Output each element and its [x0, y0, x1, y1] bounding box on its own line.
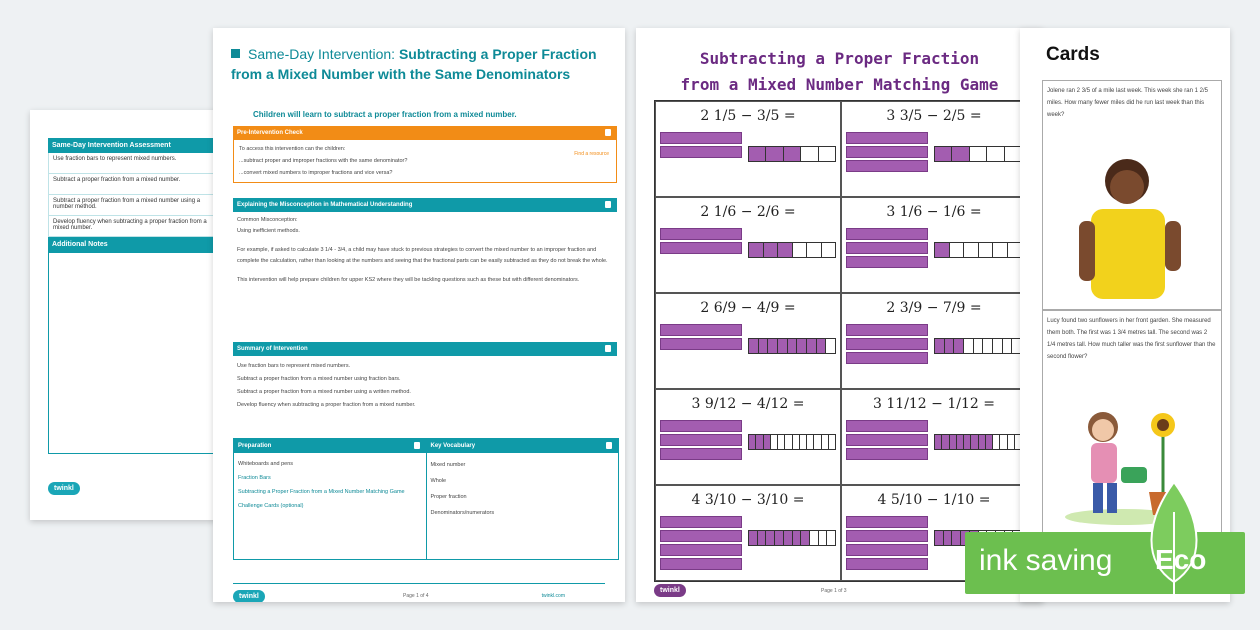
assessment-page [30, 110, 230, 520]
title-main: Subtracting a Proper Fraction from a Mixed Number with the Same Denominators [231, 46, 597, 82]
matching-game-page [636, 28, 1043, 602]
strip-segment [952, 531, 961, 545]
preparation-link[interactable]: Subtracting a Proper Fraction from a Mixed Number Matching Game [238, 489, 405, 495]
strip-segment [1000, 435, 1007, 449]
strip-segment [935, 339, 945, 353]
matching-card[interactable] [841, 101, 1027, 197]
strip-segment [950, 243, 965, 257]
strip-segment [749, 147, 766, 161]
strip-segment [749, 531, 758, 545]
card-problem-text: Lucy found two sunflowers in her front garden. She measured them both. The first was 1 3/4 metres tall. The second was 2 1/4 metres tall. How much taller was the first sunflower than the second flower? [1047, 318, 1216, 360]
strip-segment [778, 435, 785, 449]
card-expression: 3 11/12 − 1/12 = [873, 396, 995, 412]
whole-fraction-bar [846, 146, 928, 158]
matching-card[interactable] [841, 389, 1027, 485]
strip-segment [764, 243, 779, 257]
whole-fraction-bar [846, 448, 928, 460]
card-expression: 3 9/12 − 4/12 = [691, 396, 805, 412]
notes-box [48, 252, 218, 454]
strip-segment [957, 435, 964, 449]
strip-segment [797, 339, 807, 353]
misconception-line: Common Misconception: [237, 217, 298, 223]
whole-fraction-bar [846, 256, 928, 268]
strip-segment [952, 147, 969, 161]
plan-footer-url[interactable]: twinkl.com [541, 593, 565, 599]
strip-segment [807, 339, 817, 353]
whole-fraction-bar [846, 558, 928, 570]
strip-segment [819, 531, 828, 545]
assessment-row: Use fraction bars to represent mixed numbers. [48, 153, 218, 174]
card-expression: 4 5/10 − 1/10 = [877, 492, 991, 508]
twinkl-logo: twinkl [48, 482, 80, 495]
strip-segment [993, 243, 1008, 257]
title-prefix: Same-Day Intervention: [248, 46, 396, 62]
intervention-plan-page [213, 28, 625, 602]
summary-item: Subtract a proper fraction from a mixed number using a written method. [237, 389, 411, 395]
misconception-text [233, 212, 617, 289]
strip-segment [827, 531, 835, 545]
strip-segment [785, 435, 792, 449]
strip-segment [954, 339, 964, 353]
twinkl-logo: twinkl [654, 584, 686, 597]
ink-saving-eco-badge [965, 532, 1245, 594]
plan-subtitle: Children will learn to subtract a proper fraction from a mixed number. [253, 110, 517, 119]
title-bullet-icon [231, 49, 240, 58]
strip-segment [758, 531, 767, 545]
strip-segment [788, 339, 798, 353]
pre-check-item: ...convert mixed numbers to improper fractions and vice versa? [239, 170, 393, 176]
vocabulary-list [427, 453, 619, 525]
strip-segment [778, 243, 793, 257]
whole-fraction-bar [846, 544, 928, 556]
strip-segment [970, 147, 987, 161]
vocabulary-header: Key Vocabulary [427, 439, 619, 453]
fraction-strip [934, 242, 1022, 258]
plan-page-number: Page 1 of 4 [403, 593, 429, 599]
matching-card[interactable] [655, 101, 841, 197]
strip-segment [817, 339, 827, 353]
strip-segment [935, 435, 942, 449]
vocabulary-item: Whole [430, 478, 447, 484]
strip-segment [826, 339, 835, 353]
misconception-section [233, 198, 617, 289]
strip-segment [766, 147, 783, 161]
strip-segment [971, 435, 978, 449]
whole-fraction-bar [660, 530, 742, 542]
preparation-list [234, 453, 426, 517]
fraction-strip [748, 434, 836, 450]
strip-segment [814, 435, 821, 449]
matching-card[interactable] [655, 293, 841, 389]
summary-header: Summary of Intervention [233, 342, 617, 356]
whole-fraction-bar [846, 160, 928, 172]
strip-segment [749, 339, 759, 353]
notes-header: Additional Notes [48, 237, 218, 252]
vocabulary-item: Denominators/numerators [430, 510, 495, 516]
strip-segment [771, 435, 778, 449]
find-resource-link[interactable]: Find a resource [574, 151, 609, 157]
whole-fraction-bar [846, 324, 928, 336]
strip-segment [819, 147, 835, 161]
whole-fraction-bar [660, 516, 742, 528]
whole-fraction-bar [660, 146, 742, 158]
strip-segment [822, 435, 829, 449]
cards-title: Cards [1046, 44, 1100, 65]
strip-segment [749, 435, 756, 449]
fraction-strip [748, 338, 836, 354]
strip-segment [935, 243, 950, 257]
card-expression: 2 3/9 − 7/9 = [886, 300, 982, 316]
card-expression: 4 3/10 − 3/10 = [691, 492, 805, 508]
whole-fraction-bar [846, 242, 928, 254]
strip-segment [801, 147, 818, 161]
assessment-header: Same-Day Intervention Assessment [48, 138, 218, 153]
summary-section [233, 342, 617, 416]
fraction-strip [934, 434, 1022, 450]
strip-segment [756, 435, 763, 449]
strip-segment [1005, 147, 1021, 161]
card-expression: 2 1/6 − 2/6 = [700, 204, 796, 220]
whole-fraction-bar [660, 338, 742, 350]
card-problem-1 [1042, 80, 1222, 310]
strip-segment [759, 339, 769, 353]
strip-segment [944, 531, 953, 545]
whole-fraction-bar [660, 324, 742, 336]
preparation-link[interactable]: Challenge Cards (optional) [238, 503, 304, 509]
strip-segment [793, 243, 808, 257]
matching-card[interactable] [655, 485, 841, 581]
strip-segment [766, 531, 775, 545]
whole-fraction-bar [846, 434, 928, 446]
fraction-strip [934, 338, 1022, 354]
strip-segment [993, 435, 1000, 449]
strip-segment [979, 243, 994, 257]
twinkl-logo: twinkl [233, 590, 265, 602]
misconception-para: For example, if asked to calculate 3 1/4 - 3/4, a child may have stuck to previous strategies to convert the mixed number to an improper fraction and complete the calculation, rather than looking at the numbers and seeing that the fractional parts can be easily subtracted as they do not break the whole. [237, 247, 608, 264]
vocabulary-item: Proper fraction [430, 494, 467, 500]
misconception-header: Explaining the Misconception in Mathematical Understanding [233, 198, 617, 212]
game-title: Subtracting a Proper Fraction from a Mixed Number Matching Game [680, 49, 999, 94]
misconception-line: Using inefficient methods. [237, 228, 300, 234]
eco-label: Eco [1155, 544, 1207, 575]
card-expression: 3 1/6 − 1/6 = [886, 204, 982, 220]
assessment-table [48, 138, 218, 454]
strip-segment [974, 339, 984, 353]
strip-segment [807, 435, 814, 449]
strip-segment [801, 531, 810, 545]
whole-fraction-bar [846, 516, 928, 528]
plan-title [231, 44, 601, 84]
strip-segment [950, 435, 957, 449]
vocabulary-col [427, 439, 619, 559]
pre-check-header: Pre-Intervention Check [233, 126, 617, 140]
strip-segment [784, 147, 801, 161]
assessment-row: Subtract a proper fraction from a mixed number. [48, 174, 218, 195]
strip-segment [829, 435, 835, 449]
card-problem-text: Jolene ran 2 3/5 of a mile last week. This week she ran 1 2/5 miles. How many fewer miles did he run last week than this week? [1047, 88, 1208, 118]
game-page-number: Page 1 of 3 [821, 588, 847, 594]
strip-segment [822, 243, 836, 257]
whole-fraction-bar [846, 352, 928, 364]
card-expression: 2 6/9 − 4/9 = [700, 300, 796, 316]
matching-card[interactable] [841, 293, 1027, 389]
whole-fraction-bar [846, 228, 928, 240]
whole-fraction-bar [846, 420, 928, 432]
misconception-para: This intervention will help prepare children for upper KS2 where they will be tackling questions such as these but with different denominators. [237, 277, 580, 283]
summary-item: Use fraction bars to represent mixed numbers. [237, 363, 351, 369]
prep-vocab-section [233, 438, 619, 560]
vocabulary-item: Mixed number [430, 462, 466, 468]
leaf-icon [1143, 482, 1205, 602]
whole-fraction-bar [846, 132, 928, 144]
strip-segment [935, 531, 944, 545]
summary-item: Subtract a proper fraction from a mixed number using fraction bars. [237, 376, 401, 382]
fraction-strip [934, 146, 1022, 162]
strip-segment [793, 435, 800, 449]
preparation-col [234, 439, 427, 559]
strip-segment [807, 243, 822, 257]
fraction-strip [748, 242, 836, 258]
runner-illustration [1067, 151, 1187, 301]
strip-segment [964, 339, 974, 353]
matching-card[interactable] [655, 389, 841, 485]
strip-segment [800, 435, 807, 449]
whole-fraction-bar [846, 530, 928, 542]
strip-segment [945, 339, 955, 353]
strip-segment [942, 435, 949, 449]
plan-footer [233, 583, 605, 600]
strip-segment [1008, 435, 1015, 449]
strip-segment [964, 243, 979, 257]
pre-check-box [233, 140, 617, 183]
pre-check-item: ...subtract proper and improper fractions with the same denominator? [239, 158, 408, 164]
assessment-row: Develop fluency when subtracting a proper fraction from a mixed number. [48, 216, 218, 237]
strip-segment [1003, 339, 1013, 353]
summary-item: Develop fluency when subtracting a proper fraction from a mixed number. [237, 402, 416, 408]
whole-fraction-bar [660, 132, 742, 144]
whole-fraction-bar [846, 338, 928, 350]
assessment-row: Subtract a proper fraction from a mixed number using a number method. [48, 195, 218, 216]
fraction-strip [748, 146, 836, 162]
card-expression: 2 1/5 − 3/5 = [700, 108, 796, 124]
strip-segment [1008, 243, 1022, 257]
matching-card[interactable] [841, 197, 1027, 293]
preparation-item: Whiteboards and pens [238, 461, 294, 467]
strip-segment [768, 339, 778, 353]
whole-fraction-bar [660, 228, 742, 240]
card-expression: 3 3/5 − 2/5 = [886, 108, 982, 124]
strip-segment [810, 531, 819, 545]
matching-card[interactable] [655, 197, 841, 293]
strip-segment [986, 435, 993, 449]
strip-segment [983, 339, 993, 353]
strip-segment [775, 531, 784, 545]
ink-saving-label: ink saving [979, 544, 1113, 577]
preparation-link[interactable]: Fraction Bars [238, 475, 271, 481]
strip-segment [793, 531, 802, 545]
card-grid [654, 100, 1028, 582]
pre-check-section [233, 126, 617, 183]
whole-fraction-bar [660, 242, 742, 254]
summary-list [233, 356, 617, 416]
fraction-strip [748, 530, 836, 546]
strip-segment [987, 147, 1004, 161]
strip-segment [764, 435, 771, 449]
strip-segment [935, 147, 952, 161]
strip-segment [979, 435, 986, 449]
whole-fraction-bar [660, 420, 742, 432]
strip-segment [993, 339, 1003, 353]
strip-segment [784, 531, 793, 545]
preparation-header: Preparation [234, 439, 426, 453]
whole-fraction-bar [660, 434, 742, 446]
whole-fraction-bar [660, 544, 742, 556]
whole-fraction-bar [660, 558, 742, 570]
whole-fraction-bar [660, 448, 742, 460]
strip-segment [749, 243, 764, 257]
pre-check-intro: To access this intervention can the children: [239, 146, 346, 152]
strip-segment [778, 339, 788, 353]
strip-segment [964, 435, 971, 449]
